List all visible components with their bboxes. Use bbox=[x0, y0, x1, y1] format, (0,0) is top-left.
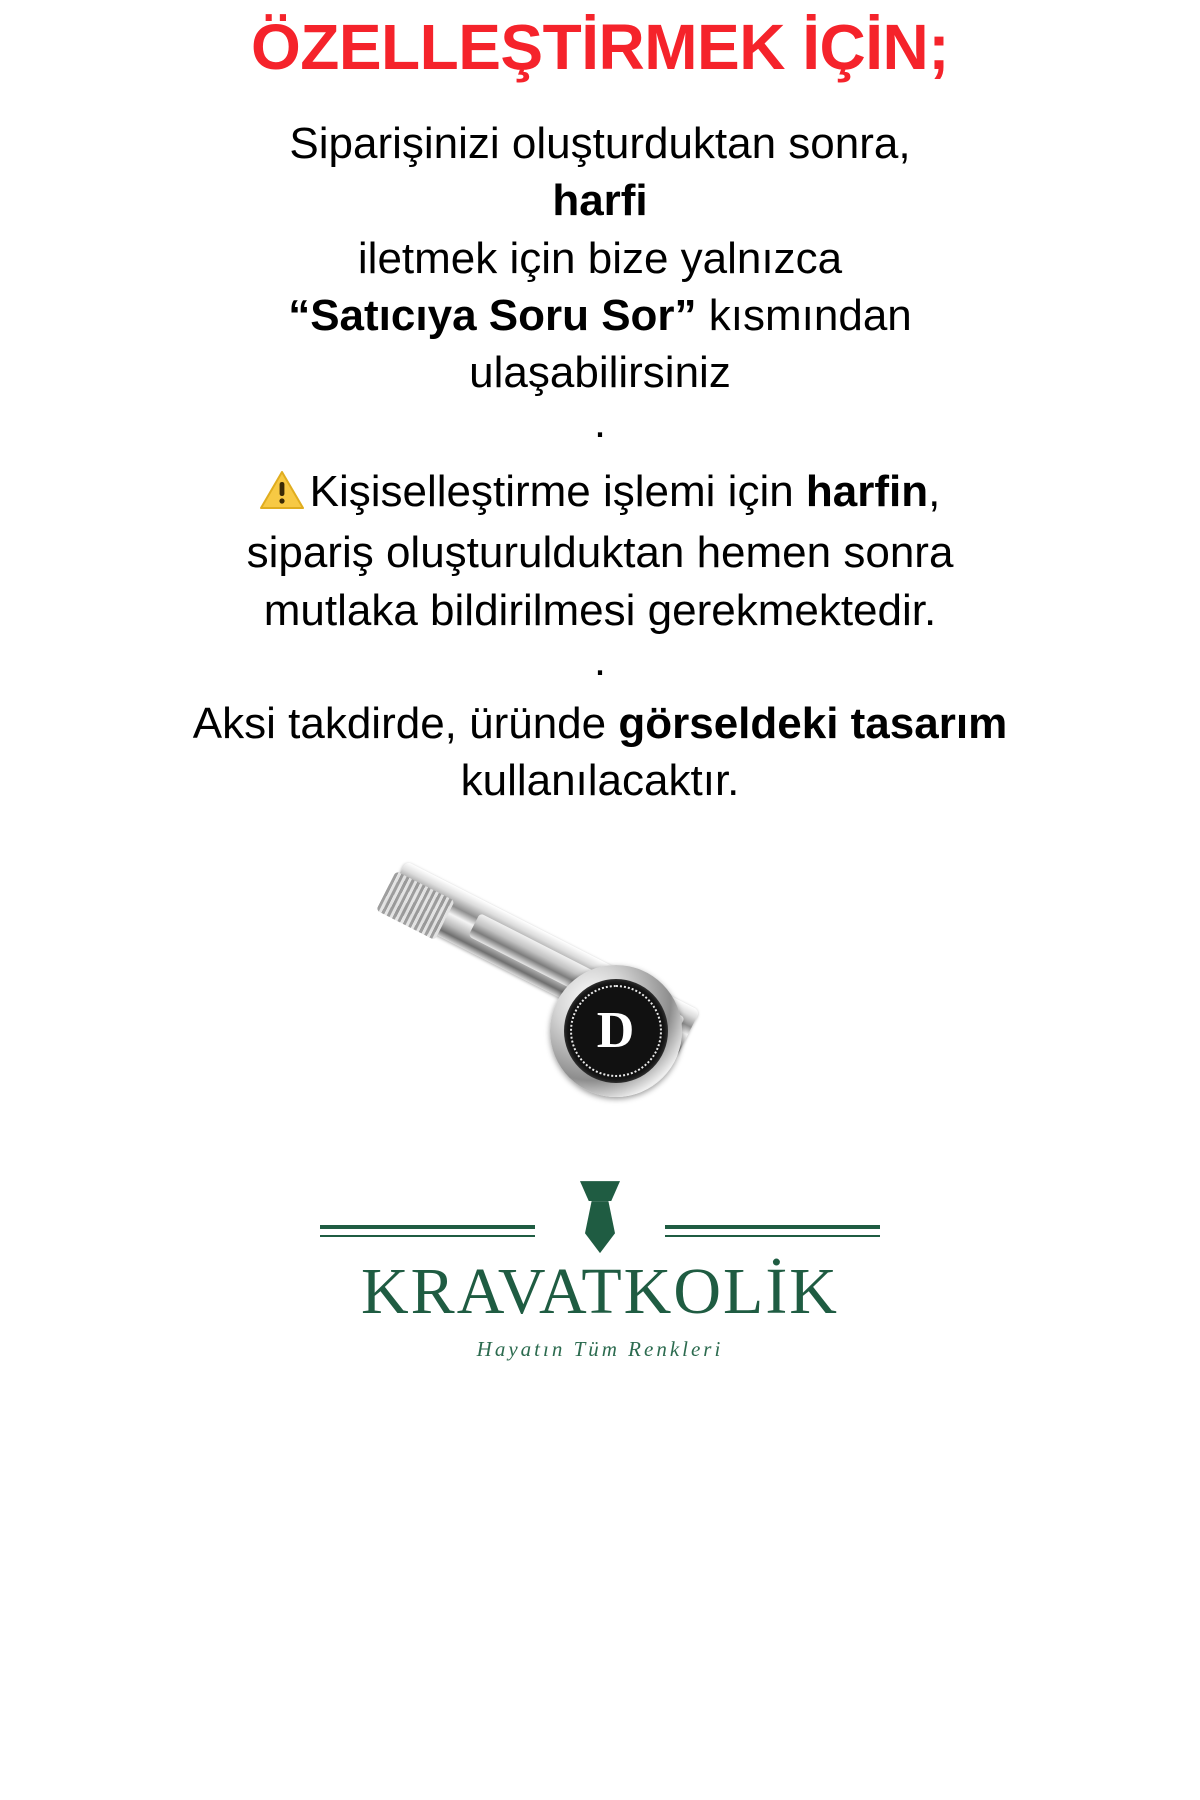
logo-rule-right bbox=[665, 1225, 880, 1229]
p1-line-4-bold: “Satıcıya Soru Sor” bbox=[288, 290, 697, 340]
page-title: ÖZELLEŞTİRMEK İÇİN; bbox=[250, 11, 950, 83]
p3-line-1-start: Aksi takdirde, üründe bbox=[192, 698, 619, 748]
p3-line-1 bbox=[70, 695, 1130, 752]
emblem-letter: D bbox=[596, 1002, 636, 1060]
instructions-paragraph-3 bbox=[70, 695, 1130, 809]
logo-rule2-left bbox=[320, 1235, 535, 1237]
brand-tagline: Hayatın Tüm Renkleri bbox=[476, 1337, 724, 1362]
p2-line-1-start: Kişiselleştirme işlemi için bbox=[309, 467, 806, 517]
p1-line-4-rest: kısmından bbox=[696, 290, 912, 340]
p1-line-1: Siparişinizi oluşturduktan sonra, bbox=[289, 119, 911, 169]
letter-emblem bbox=[550, 965, 682, 1097]
tie-clip-image bbox=[370, 843, 770, 1093]
p2-line-2: sipariş oluşturulduktan hemen sonra bbox=[246, 528, 954, 578]
warning-triangle-icon bbox=[260, 467, 304, 524]
p2-line-1-end: , bbox=[928, 467, 941, 517]
brand-logo bbox=[320, 1179, 880, 1362]
p1-line-4 bbox=[70, 287, 1130, 344]
separator-dot-1: . bbox=[593, 398, 607, 448]
instructions-paragraph-2 bbox=[70, 463, 1130, 639]
necktie-icon bbox=[320, 1179, 880, 1253]
p2-line-1-bold: harfin bbox=[805, 467, 929, 517]
necktie-knot bbox=[580, 1181, 620, 1201]
instructions-paragraph-1 bbox=[70, 115, 1130, 401]
necktie-blade bbox=[585, 1201, 615, 1253]
document-page bbox=[70, 0, 1130, 1362]
p3-line-2: kullanılacaktır. bbox=[460, 755, 740, 805]
p1-line-5: ulaşabilirsiniz bbox=[469, 347, 731, 397]
p1-line-3: iletmek için bize yalnızca bbox=[357, 233, 843, 283]
product-photo bbox=[70, 833, 1130, 1133]
p2-line-1 bbox=[70, 463, 1130, 524]
p1-line-2-bold: harfi bbox=[552, 176, 648, 226]
p3-line-1-bold: görseldeki tasarım bbox=[618, 698, 1008, 748]
logo-rule-left bbox=[320, 1225, 535, 1229]
logo-rule2-right bbox=[665, 1235, 880, 1237]
brand-name: KRAVATKOLİK bbox=[361, 1255, 839, 1329]
emblem-inner bbox=[564, 979, 668, 1083]
separator-dot-2: . bbox=[593, 635, 607, 685]
p2-line-3: mutlaka bildirilmesi gerekmektedir. bbox=[263, 585, 937, 635]
emblem-dot-ring bbox=[570, 985, 662, 1077]
